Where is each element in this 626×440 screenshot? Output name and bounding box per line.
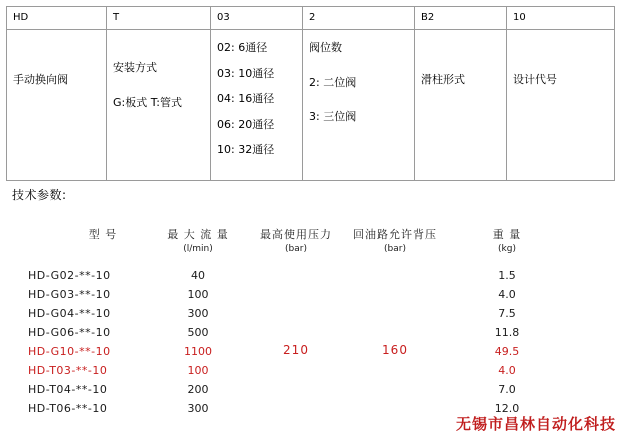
cell-flow: 40: [191, 269, 205, 282]
section-title: 技术参数:: [12, 188, 67, 202]
cell-flow: 100: [187, 288, 209, 301]
cell-model: HD-T06-**-10: [28, 402, 108, 415]
code-cell-design-code: [507, 30, 615, 181]
cell-weight: 7.5: [498, 307, 516, 320]
code-cell-product-type: [7, 30, 107, 181]
bore-size-option-2: 04: 16通径: [217, 92, 275, 105]
valve-position-label: 阀位数: [309, 41, 342, 54]
cell-model: HD-T04-**-10: [28, 383, 108, 396]
code-header-cell-1: T: [107, 7, 211, 30]
bore-spacer-1: [217, 82, 296, 91]
spec-header-row: [10, 228, 616, 264]
code-header-cell-4: B2: [415, 7, 507, 30]
design-code-label: 设计代号: [513, 73, 557, 86]
cell-flow: 1100: [184, 345, 212, 358]
spec-header-flow: 最 大 流 量 (l/min): [167, 228, 229, 254]
code-cell-spool-type: [415, 30, 507, 181]
bore-size-option-4: 10: 32通径: [217, 143, 275, 156]
bore-size-option-0: 02: 6通径: [217, 41, 268, 54]
table-row: [10, 342, 616, 361]
cell-flow: 200: [187, 383, 209, 396]
spool-type-label: 滑柱形式: [421, 73, 465, 86]
code-cell-valve-position: [303, 30, 415, 181]
code-table-header-row: [7, 7, 615, 30]
code-table-body-row: [7, 30, 615, 181]
table-row: [10, 285, 616, 304]
cell-weight: 12.0: [494, 402, 520, 415]
spec-header-model: 型 号: [88, 228, 118, 241]
table-row: [10, 361, 616, 380]
technical-parameters-table: [10, 228, 616, 418]
cell-weight: 4.0: [498, 364, 516, 377]
cell-model: HD-T03-**-10: [28, 364, 108, 377]
valve-spacer-0: [309, 57, 408, 66]
cell-weight: 7.0: [498, 383, 516, 396]
cell-weight: 1.5: [498, 269, 516, 282]
code-header-cell-3: 2: [303, 7, 415, 30]
code-cell-bore-size: [211, 30, 303, 181]
mounting-type-options: G:板式 T:管式: [113, 95, 182, 109]
cell-model: HD-G03-**-10: [28, 288, 111, 301]
code-header-cell-2: 03: [211, 7, 303, 30]
valve-position-option-0: 2: 二位阀: [309, 75, 357, 89]
table-row: [10, 304, 616, 323]
spec-rows: [10, 266, 616, 418]
mounting-type-spacer2: [113, 86, 204, 95]
cell-weight: 49.5: [494, 345, 520, 358]
code-header-cell-5: 10: [507, 7, 615, 30]
bore-spacer-0: [217, 57, 296, 66]
bore-size-option-3: 06: 20通径: [217, 117, 275, 131]
product-type-label: 手动换向阀: [13, 73, 68, 86]
cell-model: HD-G10-**-10: [28, 345, 111, 358]
table-row: [10, 266, 616, 285]
mounting-type-label: 安装方式: [113, 61, 157, 74]
merged-max-pressure-value: 210: [283, 343, 309, 357]
spec-header-pressure: 最高使用压力 (bar): [260, 228, 332, 254]
spec-header-weight: 重 量 (kg): [492, 228, 522, 254]
model-code-table: [6, 6, 615, 181]
cell-flow: 300: [187, 307, 209, 320]
cell-model: HD-G06-**-10: [28, 326, 111, 339]
cell-model: HD-G04-**-10: [28, 307, 111, 320]
cell-model: HD-G02-**-10: [28, 269, 111, 282]
valve-spacer-2: [309, 91, 408, 100]
cell-weight: 11.8: [494, 326, 520, 339]
cell-flow: 500: [187, 326, 209, 339]
company-watermark: 无锡市昌林自动化科技: [455, 415, 616, 433]
mounting-type-spacer: [113, 77, 204, 86]
merged-back-pressure-value: 160: [382, 343, 408, 357]
valve-spacer-1: [309, 66, 408, 75]
table-row: [10, 380, 616, 399]
table-row: [10, 323, 616, 342]
valve-position-option-1: 3: 三位阀: [309, 110, 357, 123]
bore-spacer-2: [217, 108, 296, 117]
cell-flow: 100: [187, 364, 209, 377]
code-cell-mounting-type: [107, 30, 211, 181]
valve-spacer-3: [309, 100, 408, 109]
cell-weight: 4.0: [498, 288, 516, 301]
code-header-cell-0: HD: [7, 7, 107, 30]
spec-header-back-pressure: 回油路允许背压 (bar): [353, 228, 437, 254]
cell-flow: 300: [187, 402, 209, 415]
bore-spacer-3: [217, 133, 296, 142]
bore-size-option-1: 03: 10通径: [217, 66, 275, 80]
